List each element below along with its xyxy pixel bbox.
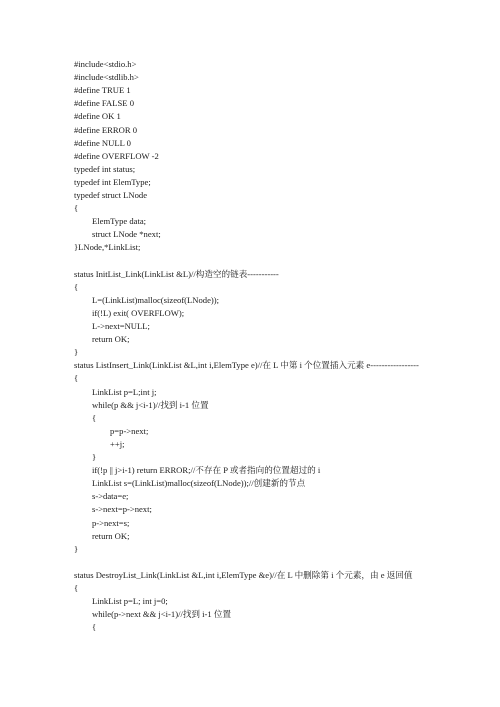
code-line: typedef struct LNode (74, 190, 148, 200)
code-line: s->data=e; (92, 491, 129, 502)
code-line: { (74, 281, 79, 292)
code-line: struct LNode *next; (92, 229, 161, 240)
code-line: { (92, 412, 97, 423)
code-line: status DestroyList_Link(LinkList &L,int i,ElemType &e)//在 L 中删除第 i 个元素，由 e 返回值 (74, 569, 413, 580)
code-line: LinkList p=L; int j=0; (92, 596, 168, 607)
code-line: typedef int ElemType; (74, 176, 151, 187)
code-line: #define ERROR 0 (74, 124, 138, 135)
code-line: #define FALSE 0 (74, 98, 134, 109)
code-line: p->next=s; (92, 517, 130, 528)
code-line: p=p->next; (110, 425, 149, 436)
code-line: { (74, 373, 79, 384)
code-line: #include<stdlib.h> (74, 72, 139, 83)
code-line: status InitList_Link(LinkList &L)//构造空的链表----------- (74, 268, 279, 279)
code-line: while(p && j<i-1)//找到 i-1 位置 (92, 399, 209, 410)
code-line: while(p->next && j<i-1)//找到 i-1 位置 (92, 609, 232, 620)
code-line: #define TRUE 1 (74, 85, 131, 96)
code-line: ++j; (110, 438, 125, 449)
code-line: return OK; (92, 334, 130, 345)
code-line: { (92, 622, 97, 633)
code-line: { (74, 203, 79, 214)
code-line: LinkList p=L;int j; (92, 386, 157, 397)
code-line: }LNode,*LinkList; (74, 242, 141, 253)
code-line: s->next=p->next; (92, 504, 152, 515)
code-line: return OK; (92, 530, 130, 541)
code-line: typedef int status; (74, 163, 136, 174)
code-line: LinkList s=(LinkList)malloc(sizeof(LNode));//创建新的节点 (92, 478, 306, 489)
code-line: L->next=NULL; (92, 321, 150, 331)
code-line: #include<stdio.h> (74, 59, 137, 69)
code-line: status ListInsert_Link(LinkList &L,int i,ElemType e)//在 L 中第 i 个位置插入元素 e----------------- (74, 360, 419, 371)
code-line: L=(LinkList)malloc(sizeof(LNode)); (92, 294, 220, 305)
code-line: ElemType data; (92, 216, 147, 227)
code-line: if(!L) exit( OVERFLOW); (92, 307, 185, 318)
code-line: #define OVERFLOW -2 (74, 150, 159, 161)
code-line: } (92, 452, 97, 462)
code-line: if(!p || j>i-1) return ERROR;//不存在 P 或者指向的位置超过的 i (92, 465, 321, 476)
code-line: #define OK 1 (74, 111, 121, 122)
code-line: } (74, 347, 79, 358)
code-line: } (74, 543, 79, 554)
code-line: { (74, 583, 79, 593)
code-line: #define NULL 0 (74, 137, 131, 148)
